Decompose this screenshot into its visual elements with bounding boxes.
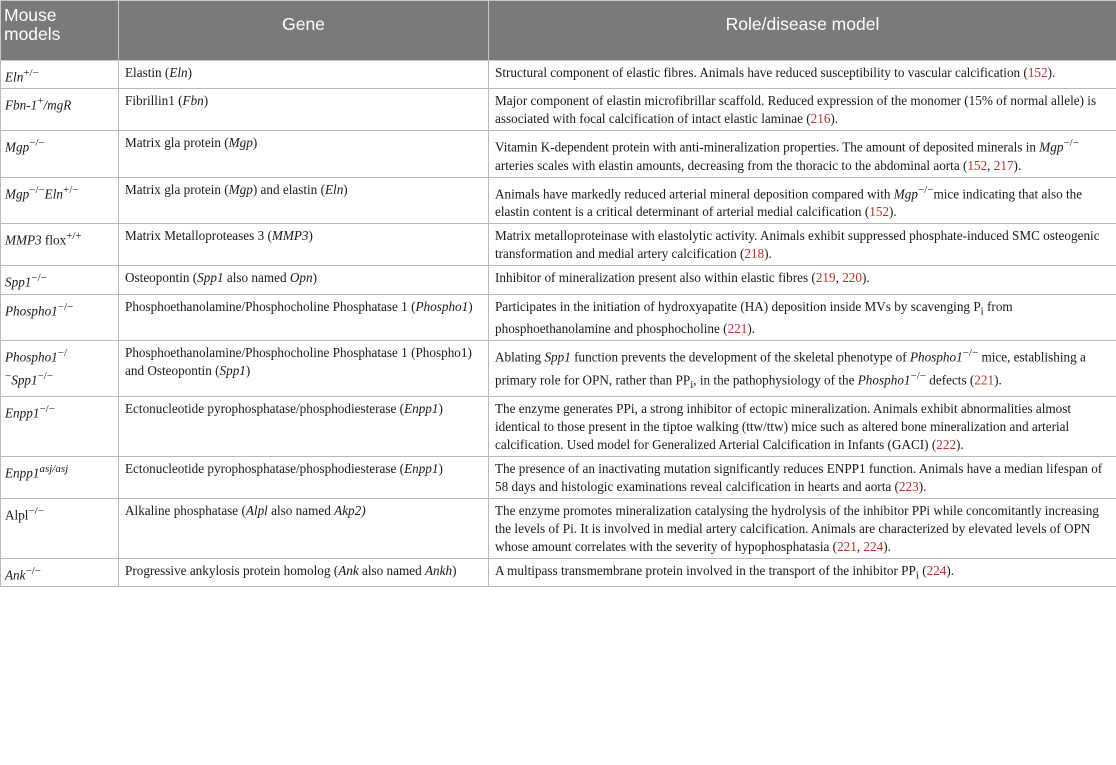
table-row [1,558,1116,587]
cell-mouse-model: Mgp−/−Eln+/− [1,177,119,223]
table-row [1,266,1116,294]
cell-mouse-model: Ank−/− [1,558,119,587]
cell-gene: Phosphoethanolamine/Phosphocholine Phosphatase 1 (Phospho1) [119,294,489,341]
cell-role: Animals have markedly reduced arterial mineral deposition compared with Mgp−/−mice indicating that also the elastin content is a critical determinant of arterial medial calcification (152). [489,177,1116,223]
cell-role: Ablating Spp1 function prevents the development of the skeletal phenotype of Phospho1−/− mice, establishing a primary role for OPN, rather than $PP_i$, in the pathophysiology of the Phospho1−/− defects (221). [489,341,1116,396]
header-role-label: Role/disease model [725,14,880,34]
header-mouse-models-label: Mouse models [4,5,61,44]
cell-role: Major component of elastin microfibrillar scaffold. Reduced expression of the monomer (15% of normal allele) is associated with focal calcification of intact elastic laminae (216). [489,89,1116,131]
cell-role: Inhibitor of mineralization present also within elastic fibres (219, 220). [489,266,1116,294]
cell-gene: Matrix gla protein (Mgp) [119,131,489,177]
table-row [1,396,1116,456]
cell-role: The enzyme promotes mineralization catalysing the hydrolysis of the inhibitor PPi while concomitantly increasing the levels of Pi. It is involved in medial artery calcification. Animals are characterized by elevated levels of OPN whose amount correlates with the severity of hypophosphatasia (221, 224). [489,498,1116,558]
cell-gene: Phosphoethanolamine/Phosphocholine Phosphatase 1 (Phospho1) and Osteopontin (Spp1) [119,341,489,396]
cell-mouse-model: Alpl−/− [1,498,119,558]
table-row [1,341,1116,396]
cell-gene: Elastin (Eln) [119,61,489,89]
table-row [1,224,1116,266]
header-mouse-models [1,1,119,61]
cell-mouse-model: Phospho1−/− [1,294,119,341]
cell-gene: Matrix Metalloproteases 3 (MMP3) [119,224,489,266]
cell-role: Participates in the initiation of hydroxyapatite (HA) deposition inside MVs by scavenging $P_i$ from phosphoethanolamine and phosphocholine (221). [489,294,1116,341]
cell-gene: Matrix gla protein (Mgp) and elastin (Eln) [119,177,489,223]
cell-mouse-model: $Enpp1^{asj/asj}$ [1,456,119,498]
cell-mouse-model: Phospho1−/ −Spp1−/− [1,341,119,396]
cell-role: The presence of an inactivating mutation significantly reduces ENPP1 function. Animals have a median lifespan of 58 days and histologic examinations reveal calcification in hearts and aorta (223). [489,456,1116,498]
table-row [1,61,1116,89]
header-gene [119,1,489,61]
cell-role: Structural component of elastic fibres. Animals have reduced susceptibility to vascular calcification (152). [489,61,1116,89]
table-row [1,294,1116,341]
cell-mouse-model: Eln+/− [1,61,119,89]
cell-role: Matrix metalloproteinase with elastolytic activity. Animals exhibit suppressed phosphate-induced SMC osteogenic transformation and medial artery calcification (218). [489,224,1116,266]
cell-gene: Alkaline phosphatase (Alpl also named Akp2) [119,498,489,558]
cell-mouse-model: Enpp1−/− [1,396,119,456]
table-header [1,1,1116,61]
table-body [1,61,1116,587]
header-role [489,1,1116,61]
cell-mouse-model: Spp1−/− [1,266,119,294]
table-row [1,177,1116,223]
cell-gene: Ectonucleotide pyrophosphatase/phosphodiesterase (Enpp1) [119,396,489,456]
cell-role: A multipass transmembrane protein involved in the transport of the inhibitor $PP_i$ (224). [489,558,1116,587]
cell-gene: Progressive ankylosis protein homolog (Ank also named Ankh) [119,558,489,587]
cell-gene: Ectonucleotide pyrophosphatase/phosphodiesterase (Enpp1) [119,456,489,498]
cell-mouse-model: Mgp−/− [1,131,119,177]
table-row [1,131,1116,177]
cell-role: The enzyme generates PPi, a strong inhibitor of ectopic mineralization. Animals exhibit abnormalities almost identical to those present in the tiptoe walking (ttw/ttw) mice such as altered bone mineralization and arterial calcification. Used model for Generalized Arterial Calcification in Infants (GACI) (222). [489,396,1116,456]
header-gene-label: Gene [282,14,325,34]
table-row [1,89,1116,131]
cell-role: Vitamin K-dependent protein with anti-mineralization properties. The amount of deposited minerals in Mgp−/− arteries scales with elastin amounts, decreasing from the thoracic to the abdominal aorta (152, 217). [489,131,1116,177]
header-row [1,1,1116,61]
cell-gene: Osteopontin (Spp1 also named Opn) [119,266,489,294]
cell-gene: Fibrillin1 (Fbn) [119,89,489,131]
cell-mouse-model: MMP3 flox+/+ [1,224,119,266]
table-row [1,498,1116,558]
table-row [1,456,1116,498]
cell-mouse-model: Fbn-1+/mgR [1,89,119,131]
